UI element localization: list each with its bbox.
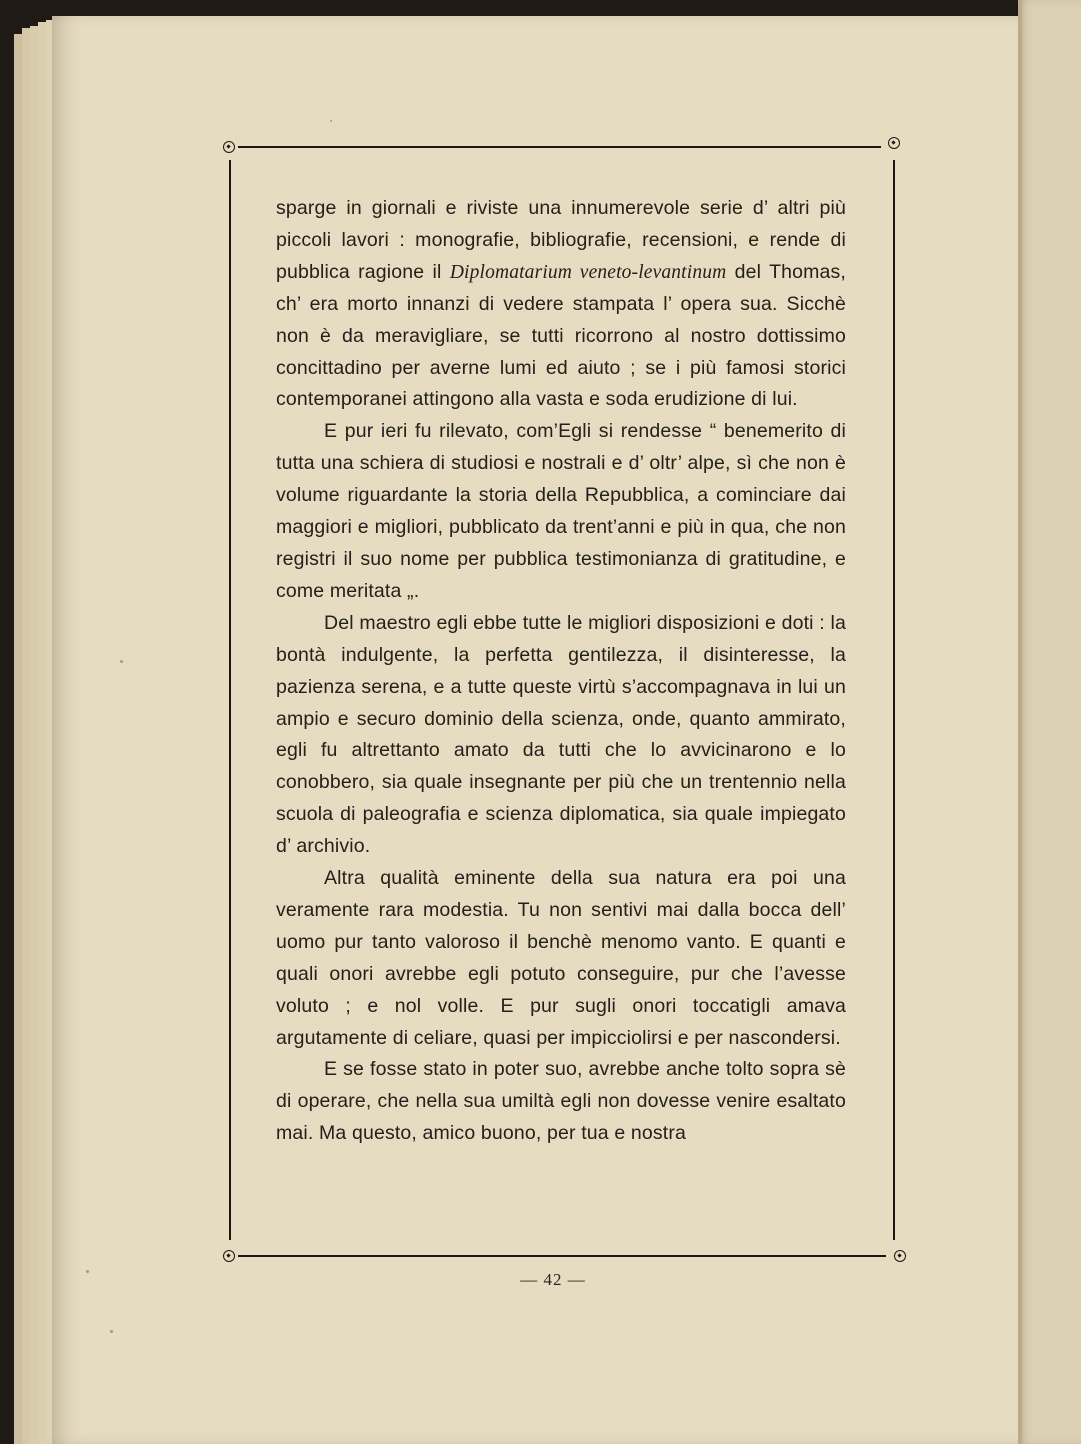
text-segment: Del maestro egli ebbe tutte le migliori disposizioni e doti : la bontà indulgente, la perfetta gentilezza, il disinteresse, la pazienza serena, e a tutte queste virtù s’accompagnava in lui un ampio e securo dominio della scienza, onde, quanto ammirato, egli fu altrettanto amato da tutti che lo avvicinarono e lo conobbero, sia quale insegnante per più che un trentennio nella scuola di paleografia e scienza diplomatica, sia quale impiegato d’ archivio.	[276, 611, 846, 858]
text-segment: E pur ieri fu rilevato, com’Egli si rendesse “ benemerito di tutta una schiera di studiosi e nostrali e d’ oltr’ alpe, sì che non è volume riguardante la storia della Repubblica, a cominciare dai maggiori e migliori, pubblicato da trent’anni e più in qua, che non registri il suo nome per pubblica testimonianza di gratitudine, e come meritata „.	[276, 420, 846, 602]
corner-ornament-icon	[888, 137, 900, 149]
frame-top-rule	[238, 146, 881, 148]
text-segment: Altra qualità eminente della sua natura era poi una veramente rara modestia. Tu non sentivi mai dalla bocca dell’ uomo pur tanto valoroso il benchè menomo vanto. E quanti e quali onori avrebbe egli potuto conseguire, pur che l’avesse voluto ; e nol volle. E pur sugli onori toccatigli amava argutamente di celiare, quasi per impicciolirsi e per nascondersi.	[276, 867, 846, 1049]
text-segment: sparge in giornali e riviste una innumerevole serie d’ altri più piccoli lavori : monografie, bibliografie, recensioni, e rende di pubblica ragione il	[276, 197, 846, 283]
paragraph	[276, 193, 846, 416]
italic-title: Diplomatarium veneto-levantinum	[449, 261, 727, 283]
facing-page-edge	[1018, 0, 1081, 1444]
text-segment: del Thomas, ch’ era morto innanzi di vedere stampata l’ opera sua. Sicchè non è da meravigliare, se tutti ricorrono al nostro dottissimo concittadino per averne lumi ed aiuto ; se i più famosi storici contemporanei attingono alla vasta e soda erudizione di lui.	[276, 260, 846, 411]
frame-left-rule	[229, 160, 231, 1240]
text-segment: E se fosse stato in poter suo, avrebbe anche tolto sopra sè di operare, che nella sua umiltà egli non dovesse venire esaltato mai. Ma questo, amico buono, per tua e nostra	[276, 1058, 846, 1145]
frame-right-rule	[893, 160, 895, 1240]
paragraph	[276, 608, 846, 863]
body-text	[276, 193, 846, 1150]
corner-ornament-icon	[223, 1250, 235, 1262]
corner-ornament-icon	[223, 141, 235, 153]
paper-speck	[120, 660, 123, 663]
page-number: — 42 —	[520, 1270, 586, 1289]
paper-speck	[86, 1270, 89, 1273]
paper-speck	[110, 1330, 113, 1333]
paper-speck	[330, 120, 332, 122]
corner-ornament-icon	[894, 1250, 906, 1262]
page-gutter	[1018, 0, 1022, 1444]
paragraph	[276, 1054, 846, 1150]
paragraph	[276, 416, 846, 607]
frame-bottom-rule	[238, 1255, 886, 1257]
paragraph	[276, 863, 846, 1054]
